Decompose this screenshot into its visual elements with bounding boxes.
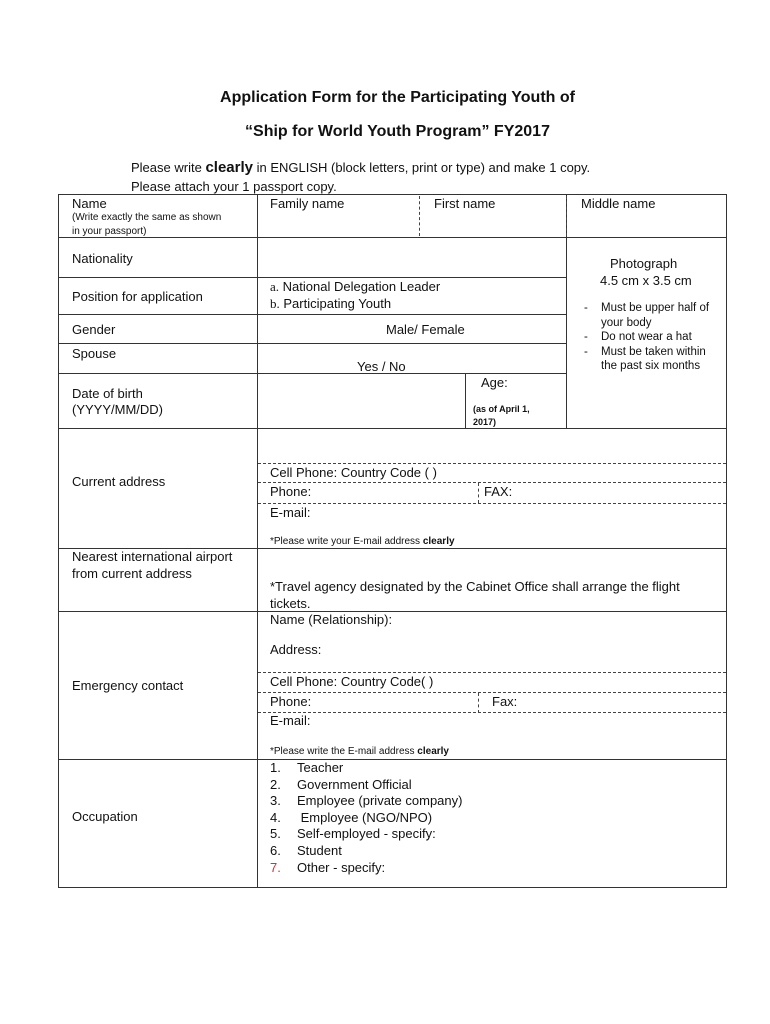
emergency-cell-phone-field[interactable]: Cell Phone: Country Code( ) xyxy=(270,674,434,689)
address-fax-field[interactable]: FAX: xyxy=(484,484,513,499)
occupation-number: 2. xyxy=(270,776,281,792)
occupation-text: Government Official xyxy=(297,776,412,792)
occupation-text: Teacher xyxy=(297,760,344,775)
age-field[interactable]: Age: xyxy=(481,375,508,390)
airport-label-line2: from current address xyxy=(72,566,192,581)
phone-fax-separator xyxy=(478,693,479,713)
occupation-text: Employee (private company) xyxy=(297,793,463,809)
occupation-number: 7. xyxy=(270,859,281,875)
name-note-line2: in your passport) xyxy=(72,226,147,237)
address-email-note-text: *Please write your E-mail address xyxy=(270,536,421,547)
instruction-post: in ENGLISH (block letters, print or type) and make 1 copy. xyxy=(256,160,591,175)
table-top-border xyxy=(58,194,727,195)
family-name-field[interactable]: Family name xyxy=(270,196,345,211)
instruction-line2: Please attach your 1 passport copy. xyxy=(131,179,337,194)
instruction-pre: Please write xyxy=(131,160,202,175)
occupation-option[interactable] xyxy=(270,843,462,860)
position-option-b-letter: b. xyxy=(270,296,280,311)
dob-label-line1: Date of birth xyxy=(72,386,143,401)
occupation-option[interactable] xyxy=(270,860,462,877)
emergency-address-field[interactable]: Address: xyxy=(270,642,322,657)
row-divider xyxy=(58,373,567,374)
photo-rule: - Must be upper half of your body xyxy=(584,301,724,330)
occupation-option[interactable] xyxy=(270,793,462,810)
name-field-separator xyxy=(419,196,420,236)
age-note-line1: (as of April 1, xyxy=(473,404,530,414)
emergency-dashed-line xyxy=(258,712,726,713)
airport-note-line1: *Travel agency designated by the Cabinet Office shall arrange the flight xyxy=(270,579,680,594)
first-name-field[interactable]: First name xyxy=(434,196,496,211)
address-email-field[interactable]: E-mail: xyxy=(270,505,311,520)
emergency-phone-field[interactable]: Phone: xyxy=(270,694,312,709)
photo-title: Photograph xyxy=(610,256,678,271)
name-label: Name xyxy=(72,196,107,211)
address-email-note xyxy=(270,536,455,547)
emergency-email-note-text: *Please write the E-mail address xyxy=(270,746,415,757)
phone-fax-separator xyxy=(478,483,479,503)
form-title-line1: Application Form for the Participating Youth of xyxy=(220,89,575,106)
gender-label: Gender xyxy=(72,322,116,337)
emergency-email-note-emphasis: clearly xyxy=(417,746,449,757)
name-note-line1: (Write exactly the same as shown xyxy=(72,212,222,223)
emergency-fax-field[interactable]: Fax: xyxy=(492,694,518,709)
emergency-email-note xyxy=(270,746,449,757)
gender-options[interactable]: Male/ Female xyxy=(386,322,465,337)
nationality-label: Nationality xyxy=(72,251,133,266)
emergency-email-field[interactable]: E-mail: xyxy=(270,713,311,728)
position-option-a-letter: a. xyxy=(270,279,280,294)
emergency-dashed-line xyxy=(258,692,726,693)
row-divider xyxy=(58,237,727,238)
age-divider xyxy=(465,373,466,429)
emergency-name-field[interactable]: Name (Relationship): xyxy=(270,612,393,627)
current-address-label: Current address xyxy=(72,474,166,489)
occupation-option[interactable] xyxy=(270,810,462,827)
occupation-number: 6. xyxy=(270,842,281,858)
address-email-note-emphasis: clearly xyxy=(422,536,455,547)
emergency-dashed-line xyxy=(258,672,726,673)
occupation-list xyxy=(270,760,462,876)
table-right-border xyxy=(726,194,727,888)
address-phone-field[interactable]: Phone: xyxy=(270,484,312,499)
occupation-text: Employee (NGO/NPO) xyxy=(297,809,433,825)
occupation-number: 4. xyxy=(270,809,281,825)
spouse-label: Spouse xyxy=(72,346,117,361)
address-dashed-line xyxy=(258,482,726,483)
form-title-line2: “Ship for World Youth Program” FY2017 xyxy=(245,123,550,140)
occupation-label: Occupation xyxy=(72,809,138,824)
row-divider xyxy=(58,611,727,612)
dob-label-line2: (YYYY/MM/DD) xyxy=(72,402,163,417)
label-column-divider xyxy=(257,194,258,888)
position-option-a[interactable] xyxy=(270,279,440,295)
row-divider xyxy=(58,277,567,278)
occupation-option[interactable] xyxy=(270,760,462,777)
row-divider xyxy=(58,314,567,315)
photo-rules xyxy=(584,301,724,374)
occupation-number: 1. xyxy=(270,760,281,775)
row-divider xyxy=(58,343,567,344)
spouse-options[interactable]: Yes / No xyxy=(357,359,406,374)
occupation-option[interactable] xyxy=(270,826,462,843)
occupation-number: 5. xyxy=(270,826,281,842)
photo-rule: - Do not wear a hat xyxy=(584,330,724,345)
name-field-separator xyxy=(566,196,567,236)
airport-label-line1: Nearest international airport xyxy=(72,549,233,564)
position-label: Position for application xyxy=(72,289,203,304)
instruction-line1 xyxy=(131,159,590,176)
instruction-emphasis: clearly xyxy=(205,159,253,176)
address-dashed-line xyxy=(258,463,726,464)
address-cell-phone-field[interactable]: Cell Phone: Country Code ( ) xyxy=(270,465,437,480)
occupation-text: Self-employed - specify: xyxy=(297,826,436,842)
occupation-text: Student xyxy=(297,842,342,858)
occupation-option[interactable] xyxy=(270,777,462,794)
airport-note-line2: tickets. xyxy=(270,596,311,611)
position-option-b-text: Participating Youth xyxy=(283,296,392,311)
position-option-b[interactable] xyxy=(270,296,391,312)
photo-rule: - Must be taken within the past six months xyxy=(584,345,724,374)
row-divider xyxy=(58,428,727,429)
age-note-line2: 2017) xyxy=(473,417,497,427)
position-option-a-text: National Delegation Leader xyxy=(282,279,441,294)
middle-name-field[interactable]: Middle name xyxy=(581,196,656,211)
occupation-number: 3. xyxy=(270,793,281,809)
table-left-border xyxy=(58,194,59,888)
photo-size: 4.5 cm x 3.5 cm xyxy=(600,273,692,288)
table-bottom-border xyxy=(58,887,727,888)
occupation-text: Other - specify: xyxy=(297,859,386,875)
emergency-contact-label: Emergency contact xyxy=(72,678,184,693)
address-dashed-line xyxy=(258,503,726,504)
